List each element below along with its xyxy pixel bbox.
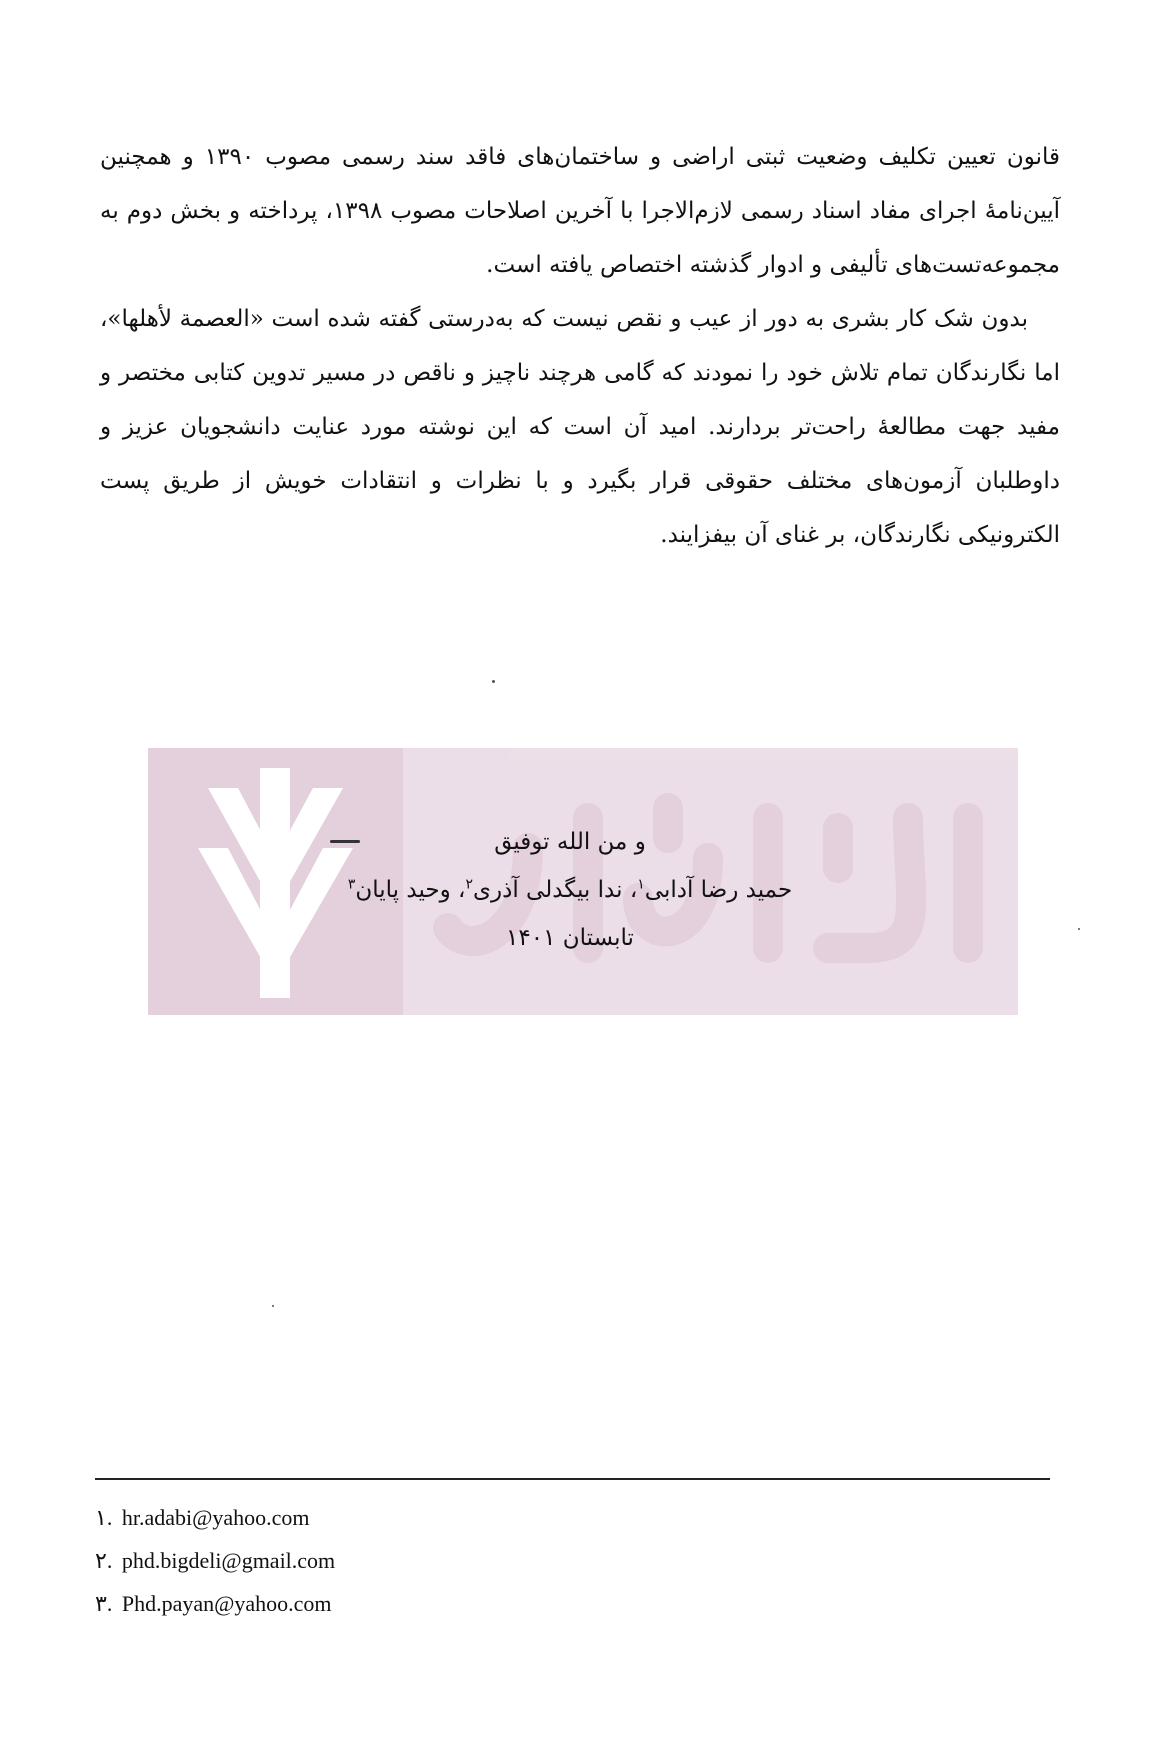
footnote-3 — [95, 1582, 795, 1625]
footnote-divider — [95, 1478, 1050, 1480]
authors-line — [260, 866, 880, 914]
footnotes — [95, 1496, 795, 1625]
footnote-ref-2: ۲ — [465, 876, 473, 893]
footnote-email: Phd.payan@yahoo.com — [121, 1591, 332, 1616]
scan-speck — [272, 1305, 274, 1307]
author-separator: ، — [450, 877, 466, 903]
scan-speck — [492, 680, 495, 683]
footnote-1 — [95, 1496, 795, 1539]
body-text — [100, 130, 1060, 562]
footnote-number: ۲. — [95, 1548, 113, 1573]
scan-speck — [330, 840, 360, 843]
footnote-ref-1: ۱ — [637, 876, 645, 893]
footnote-number: ۱. — [95, 1505, 113, 1530]
author-3: وحید پایان — [355, 877, 451, 903]
author-1: حمید رضا آدابی — [644, 877, 793, 903]
footnote-ref-3: ۳ — [347, 876, 356, 893]
footnote-number: ۳. — [95, 1591, 113, 1616]
author-separator: ، — [622, 877, 638, 903]
scan-speck — [1078, 928, 1080, 930]
paragraph-1: قانون تعیین تکلیف وضعیت ثبتی اراضی و ساختمان‌های فاقد سند رسمی مصوب ۱۳۹۰ و همچنین آیین‌نامهٔ اجرای مفاد اسناد رسمی لازم‌الاجرا با آخرین اصلاحات مصوب ۱۳۹۸، پرداخته و بخش دوم به مجموعه‌تست‌های تألیفی و ادوار گذشته اختصاص یافته است. — [100, 144, 1061, 278]
date-line: تابستان ۱۴۰۱ — [506, 925, 634, 951]
footnote-email: phd.bigdeli@gmail.com — [121, 1548, 336, 1573]
closing-phrase: و من الله توفیق — [494, 829, 646, 855]
footnote-2 — [95, 1539, 795, 1582]
author-2: ندا بیگدلی آذری — [472, 877, 623, 903]
footnote-email: hr.adabi@yahoo.com — [121, 1505, 310, 1530]
paragraph-2: بدون شک کار بشری به دور از عیب و نقص نیست که به‌درستی گفته شده است «العصمة لأهلها»، اما نگارندگان تمام تلاش خود را نمودند که گامی هرچند ناچیز و ناقص در مسیر تدوین کتابی مختصر و مفید جهت مطالعهٔ راحت‌تر بردارند. امید آن است که این نوشته مورد عنایت دانشجویان عزیز و داوطلبان آزمون‌های مختلف حقوقی قرار بگیرد و با نظرات و انتقادات خویش از طریق پست الکترونیکی نگارندگان، بر غنای آن بیفزایند. — [100, 306, 1060, 548]
